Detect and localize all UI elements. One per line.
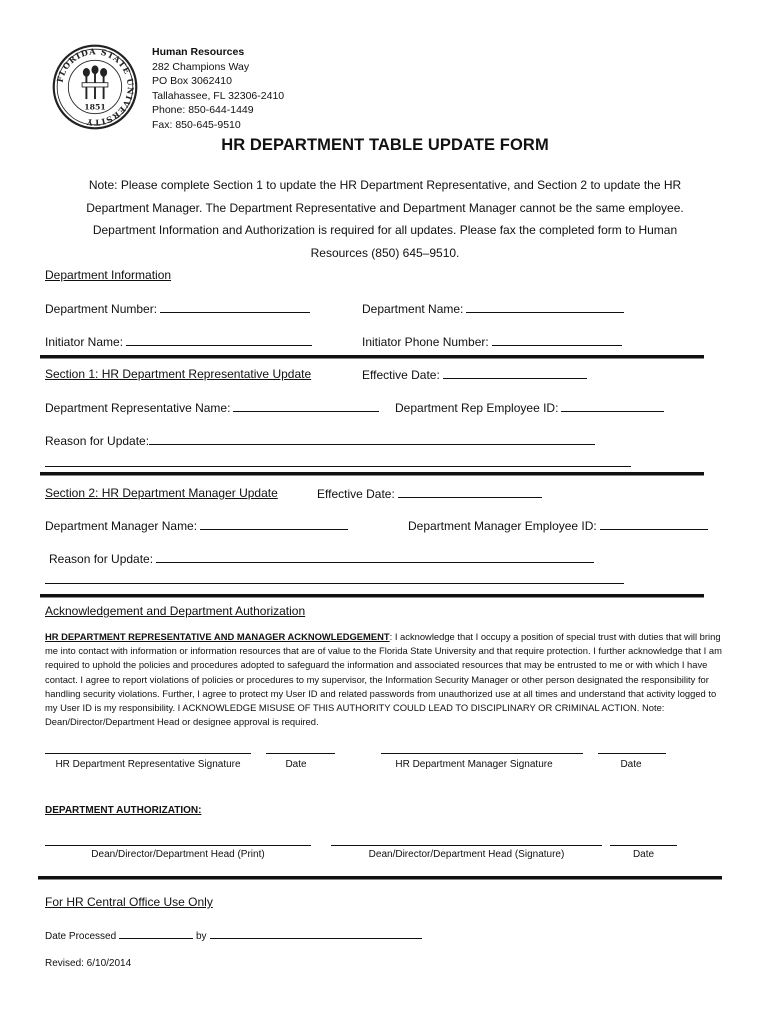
ack-body: : I acknowledge that I occupy a position of special trust with duties that will bring me into contact with information or information resources that are of value to the Florida State University and that require protection. I further acknowledge that I am required to uphold the policies and procedures adopted to safeguard the information and associated resources that may be entrusted to me or with which I have contact. I agree to report violations of policies or procedures to my supervisor, the Information Security Manager or other person designated the responsibility for handling security violations. Further, I agree to protect my User ID and related passwords from unauthorized use at all times and understand that activity logged to my User ID is my responsibility. I ACKNOWLEDGE MISUSE OF THIS AUTHORITY COULD LEAD TO DISCIPLINARY OR CRIMINAL ACTION. Note: Dean/Director/Department Head or designee approval is required. [45, 631, 722, 728]
initiator-name-field[interactable] [126, 334, 312, 346]
dept-name-row [362, 301, 624, 316]
rep-id-field[interactable] [561, 400, 664, 412]
section1-reason-row [45, 433, 595, 448]
seal-ring-text: FLORIDA STATE UNIVERSITY [54, 46, 136, 128]
initiator-name-label: Initiator Name: [45, 335, 124, 349]
head-signature-line[interactable] [331, 845, 602, 846]
office-use-heading: For HR Central Office Use Only [45, 895, 213, 909]
section-divider [40, 355, 704, 359]
dept-authorization-heading: DEPARTMENT AUTHORIZATION: [45, 805, 202, 816]
head-date-line[interactable] [610, 845, 677, 846]
address-line: Tallahassee, FL 32306-2410 [152, 89, 285, 102]
address-block [152, 45, 284, 132]
head-print-caption: Dean/Director/Department Head (Print) [91, 849, 265, 860]
head-print-line[interactable] [45, 845, 311, 846]
instructions-note [55, 174, 715, 264]
mgr-id-label: Department Manager Employee ID: [408, 519, 597, 533]
section1-reason-label: Reason for Update: [45, 434, 150, 448]
section2-reason-label: Reason for Update: [49, 552, 154, 566]
processed-by-label: by [195, 931, 207, 942]
org-name: Human Resources [152, 46, 245, 58]
ack-bold-lead: HR DEPARTMENT REPRESENTATIVE AND MANAGER ACKNOWLEDGEMENT [45, 631, 390, 642]
section1-effective-date-label: Effective Date: [362, 368, 440, 382]
rep-name-label: Department Representative Name: [45, 401, 231, 415]
ack-paragraph [45, 630, 723, 729]
mgr-id-row [408, 518, 708, 533]
note-line: Note: Please complete Section 1 to update the HR Department Representative, and Section 2 to update the HR [88, 178, 682, 192]
mgr-id-field[interactable] [600, 518, 708, 530]
dept-info-heading: Department Information [45, 268, 172, 282]
revised-date: Revised: 6/10/2014 [45, 958, 132, 969]
section1-reason-field[interactable] [149, 433, 595, 445]
fax-line: Fax: 850-645-9510 [152, 118, 241, 131]
section2-reason-continuation-line[interactable] [45, 583, 624, 584]
initiator-name-row [45, 334, 312, 349]
university-seal-icon [52, 44, 138, 130]
initiator-phone-field[interactable] [492, 334, 622, 346]
mgr-name-label: Department Manager Name: [45, 519, 198, 533]
section-divider [40, 594, 704, 598]
section2-reason-field[interactable] [156, 551, 594, 563]
dept-number-field[interactable] [160, 301, 310, 313]
section1-heading: Section 1: HR Department Representative Update [45, 367, 312, 381]
rep-id-label: Department Rep Employee ID: [395, 401, 559, 415]
dept-number-row [45, 301, 310, 316]
section1-reason-continuation-line[interactable] [45, 466, 631, 467]
dept-name-field[interactable] [466, 301, 624, 313]
mgr-date-line[interactable] [598, 753, 666, 754]
dept-number-label: Department Number: [45, 302, 158, 316]
section1-effective-date-row [362, 367, 587, 382]
rep-name-field[interactable] [233, 400, 379, 412]
rep-date-caption: Date [285, 759, 307, 770]
rep-id-row [395, 400, 664, 415]
mgr-name-row [45, 518, 348, 533]
section2-effective-date-label: Effective Date: [317, 487, 395, 501]
seal-year: 1851 [84, 102, 106, 112]
mgr-name-field[interactable] [200, 518, 348, 530]
section1-effective-date-field[interactable] [443, 367, 587, 379]
rep-signature-caption: HR Department Representative Signature [55, 759, 241, 770]
address-line: 282 Champions Way [152, 60, 250, 73]
note-line: Department Information and Authorization is required for all updates. Please fax the completed form to Human [92, 223, 678, 237]
dept-name-label: Department Name: [362, 302, 464, 316]
initiator-phone-row [362, 334, 622, 349]
initiator-phone-label: Initiator Phone Number: [362, 335, 489, 349]
rep-date-line[interactable] [266, 753, 335, 754]
mgr-signature-line[interactable] [381, 753, 583, 754]
section2-reason-row [49, 551, 594, 566]
section-divider [40, 472, 704, 476]
ack-heading: Acknowledgement and Department Authorization [45, 604, 306, 618]
note-line: Department Manager. The Department Representative and Department Manager cannot be the same employee. [86, 200, 684, 215]
mgr-signature-caption: HR Department Manager Signature [395, 759, 553, 770]
form-title: HR DEPARTMENT TABLE UPDATE FORM [221, 136, 549, 154]
date-processed-label: Date Processed [45, 931, 117, 942]
section2-heading: Section 2: HR Department Manager Update [45, 486, 278, 500]
address-line: PO Box 3062410 [152, 75, 232, 87]
section-divider [38, 876, 722, 880]
date-processed-field[interactable] [119, 929, 193, 939]
date-processed-row [45, 929, 422, 942]
rep-name-row [45, 400, 379, 415]
processed-by-field[interactable] [210, 929, 422, 939]
head-date-caption: Date [632, 849, 655, 860]
head-signature-caption: Dean/Director/Department Head (Signature) [368, 849, 565, 860]
section2-effective-date-field[interactable] [398, 486, 542, 498]
rep-signature-line[interactable] [45, 753, 251, 754]
section2-effective-date-row [317, 486, 542, 501]
mgr-date-caption: Date [620, 759, 642, 770]
phone-line: Phone: 850-644-1449 [152, 104, 254, 116]
note-line: Resources (850) 645–9510. [310, 245, 460, 260]
